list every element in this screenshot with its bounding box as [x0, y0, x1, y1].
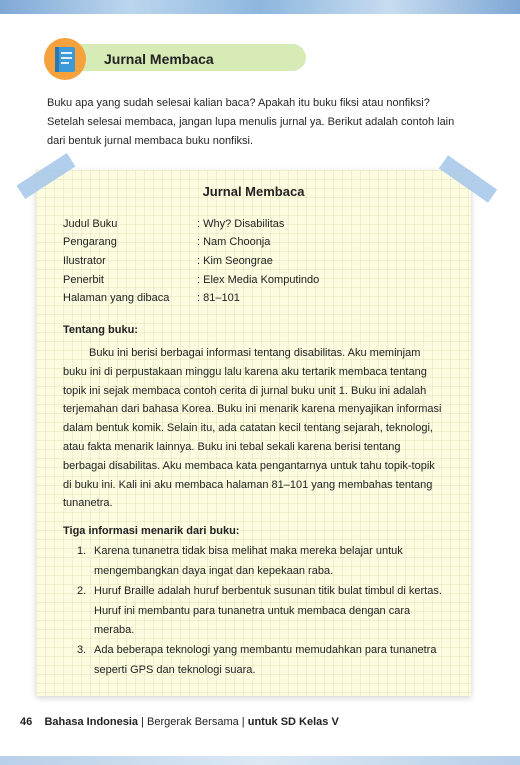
intro-paragraph: Buku apa yang sudah selesai kalian baca? Apakah itu buku fiksi atau nonfiksi? Setelah selesai membaca, jangan lupa menulis jurnal ya. Berikut adalah contoh lain dari bentuk jurnal membaca buku nonfiksi. — [47, 97, 455, 147]
list-number: 2. — [77, 585, 87, 597]
list-text: Ada beberapa teknologi yang membantu memudahkan para tunanetra seperti GPS dan teknologi suara. — [94, 644, 437, 676]
meta-label: Halaman yang dibaca — [63, 292, 170, 304]
page-number: 46 — [20, 716, 33, 728]
footer-grade: untuk SD Kelas V — [247, 716, 339, 728]
meta-value: : Elex Media Komputindo — [197, 274, 320, 286]
footer-separator: | — [241, 716, 245, 728]
list-number: 3. — [77, 644, 87, 656]
meta-label: Judul Buku — [63, 218, 118, 230]
section-title: Jurnal Membaca — [104, 51, 214, 67]
journal-title: Jurnal Membaca — [202, 184, 305, 199]
meta-label: Ilustrator — [63, 255, 106, 267]
notebook-icon — [44, 38, 86, 80]
footer-subject: Bahasa Indonesia — [44, 716, 139, 728]
top-decorative-band — [0, 0, 520, 14]
about-heading: Tentang buku: — [63, 324, 138, 336]
list-text: Karena tunanetra tidak bisa melihat maka mereka belajar untuk mengembangkan daya ingat dan kepekaan raba. — [94, 545, 403, 577]
page-footer — [20, 716, 339, 728]
footer-separator: | — [141, 716, 144, 728]
about-paragraph: Buku ini berisi berbagai informasi tentang disabilitas. Aku meminjam buku ini di perpustakaan minggu lalu karena aku tertarik membaca tentang topik ini sejak membaca contoh cerita di jurnal buku unit 1. Buku ini adalah terjemahan dari bahasa Korea. Buku ini menarik karena menyajikan informasi dalam bentuk komik. Selain itu, ada catatan kecil tentang sejarah, teknologi, atau fakta menarik lainnya. Buku ini tebal sekali karena berisi tentang berbagai disabilitas. Aku membaca kata pengantarnya untuk tahu topik-topik di buku ini. Kali ini aku membaca halaman 81–101 yang membahas tentang tunanetra. — [63, 347, 442, 510]
meta-value: : Nam Choonja — [197, 236, 271, 248]
section-header — [44, 38, 306, 80]
meta-value: : 81–101 — [197, 292, 240, 304]
meta-value: : Why? Disabilitas — [197, 218, 285, 230]
list-text: Huruf Braille adalah huruf berbentuk susunan titik bulat timbul di kertas. Huruf ini membantu para tunanetra untuk membaca dengan cara meraba. — [94, 585, 442, 636]
meta-label: Penerbit — [63, 274, 104, 286]
footer-theme: Bergerak Bersama — [147, 716, 239, 728]
list-number: 1. — [77, 545, 87, 557]
meta-value: : Kim Seongrae — [197, 255, 273, 267]
journal-card — [36, 170, 471, 696]
bottom-decorative-band — [0, 756, 520, 765]
facts-heading: Tiga informasi menarik dari buku: — [63, 525, 240, 537]
meta-label: Pengarang — [63, 236, 117, 248]
